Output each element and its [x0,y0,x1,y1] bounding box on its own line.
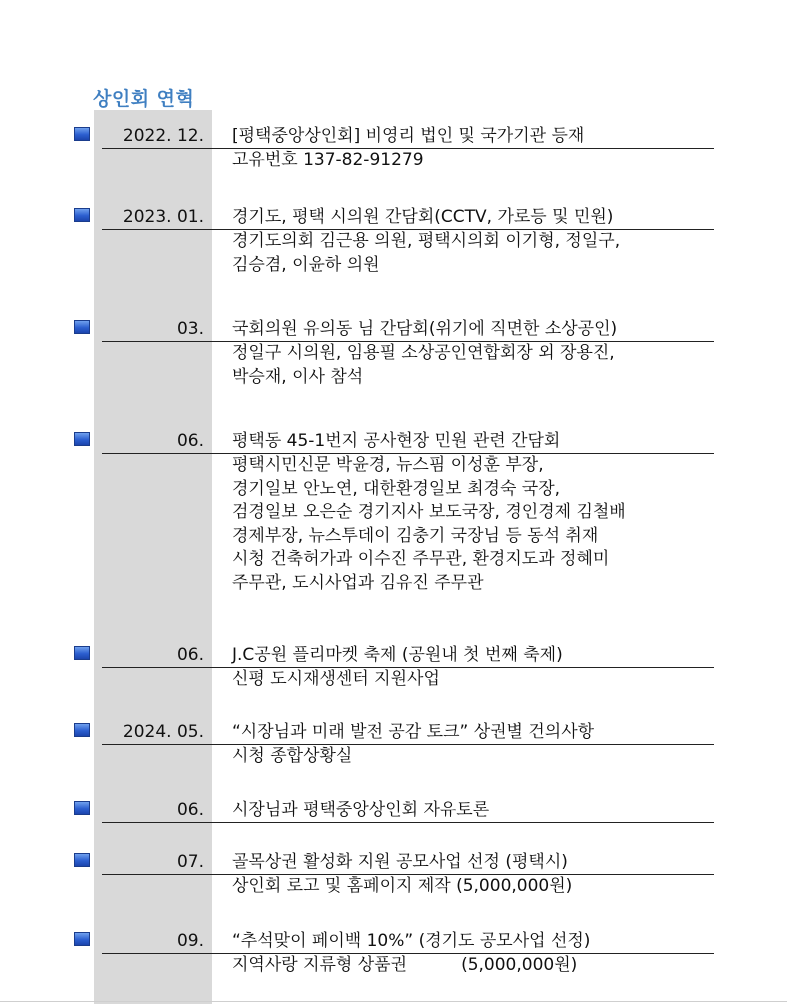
entry-detail-line: 검경일보 오은순 경기지사 보도국장, 경인경제 김철배 [232,502,626,522]
entry-detail-line: 신평 도시재생센터 지원사업 [232,669,440,689]
entry-date: 07. [176,852,204,872]
entry-title: 국회의원 유의동 님 간담회(위기에 직면한 소상공인) [232,319,618,339]
entry-date: 06. [176,431,204,451]
entry-details [232,342,732,389]
entry-date: 06. [176,645,204,665]
entry-title: “추석맞이 페이백 10%” (경기도 공모사업 선정) [232,931,591,951]
square-bullet-icon [74,932,90,946]
entry-detail-line: 시청 종합상황실 [232,746,353,766]
square-bullet-icon [74,320,90,334]
entry-title: 평택동 45-1번지 공사현장 민원 관련 간담회 [232,431,561,451]
entry-date: 2022. 12. [122,126,204,146]
entry-date: 03. [176,319,204,339]
entry-title: [평택중앙상인회] 비영리 법인 및 국가기관 등재 [232,126,585,146]
entry-details [232,668,732,692]
entry-detail-line: 시청 건축허가과 이수진 주무관, 환경지도과 정혜미 [232,549,610,569]
square-bullet-icon [74,208,90,222]
square-bullet-icon [74,723,90,737]
entry-details [232,745,732,769]
entry-detail-line: 경기도의회 김근용 의원, 평택시의회 이기형, 정일구, [232,231,621,251]
entry-details [232,230,732,277]
entry-detail-line: 정일구 시의원, 임용필 소상공인연합회장 외 장용진, [232,343,615,363]
entry-detail-line: 경제부장, 뉴스투데이 김충기 국장님 등 동석 취재 [232,525,599,546]
entry-title: 골목상권 활성화 지원 공모사업 선정 (평택시) [232,852,568,872]
entry-underline [102,822,714,823]
page-bottom-divider [0,1001,787,1002]
entry-details [232,875,732,899]
square-bullet-icon [74,801,90,815]
entry-detail-line: 박승재, 이사 참석 [232,366,364,387]
entry-detail-line: 주무관, 도시사업과 김유진 주무관 [232,572,484,593]
entry-date: 2024. 05. [122,722,204,742]
square-bullet-icon [74,432,90,446]
entry-detail-line: 지역사랑 지류형 상품권 (5,000,000원) [232,955,578,975]
entry-details [232,454,732,595]
section-title: 상인회 연혁 [93,88,195,110]
square-bullet-icon [74,853,90,867]
entry-date: 06. [176,800,204,820]
entry-title: J.C공원 플리마켓 축제 (공원내 첫 번째 축제) [232,645,563,665]
entry-detail-line: 평택시민신문 박윤경, 뉴스핌 이성훈 부장, [232,455,544,475]
entry-detail-line: 경기일보 안노연, 대한환경일보 최경숙 국장, [232,478,561,499]
entry-title: 경기도, 평택 시의원 간담회(CCTV, 가로등 및 민원) [232,207,614,227]
entry-details [232,954,732,978]
entry-details [232,149,732,173]
entry-detail-line: 상인회 로고 및 홈페이지 제작 (5,000,000원) [232,876,573,896]
entry-title: 시장님과 평택중앙상인회 자유토론 [232,800,490,820]
entry-detail-line: 김승겸, 이윤하 의원 [232,254,380,275]
entry-detail-line: 고유번호 137-82-91279 [232,150,424,170]
entry-title: “시장님과 미래 발전 공감 토크” 상권별 건의사항 [232,722,595,742]
square-bullet-icon [74,646,90,660]
entry-date: 2023. 01. [122,207,204,227]
entry-date: 09. [176,931,204,951]
square-bullet-icon [74,127,90,141]
